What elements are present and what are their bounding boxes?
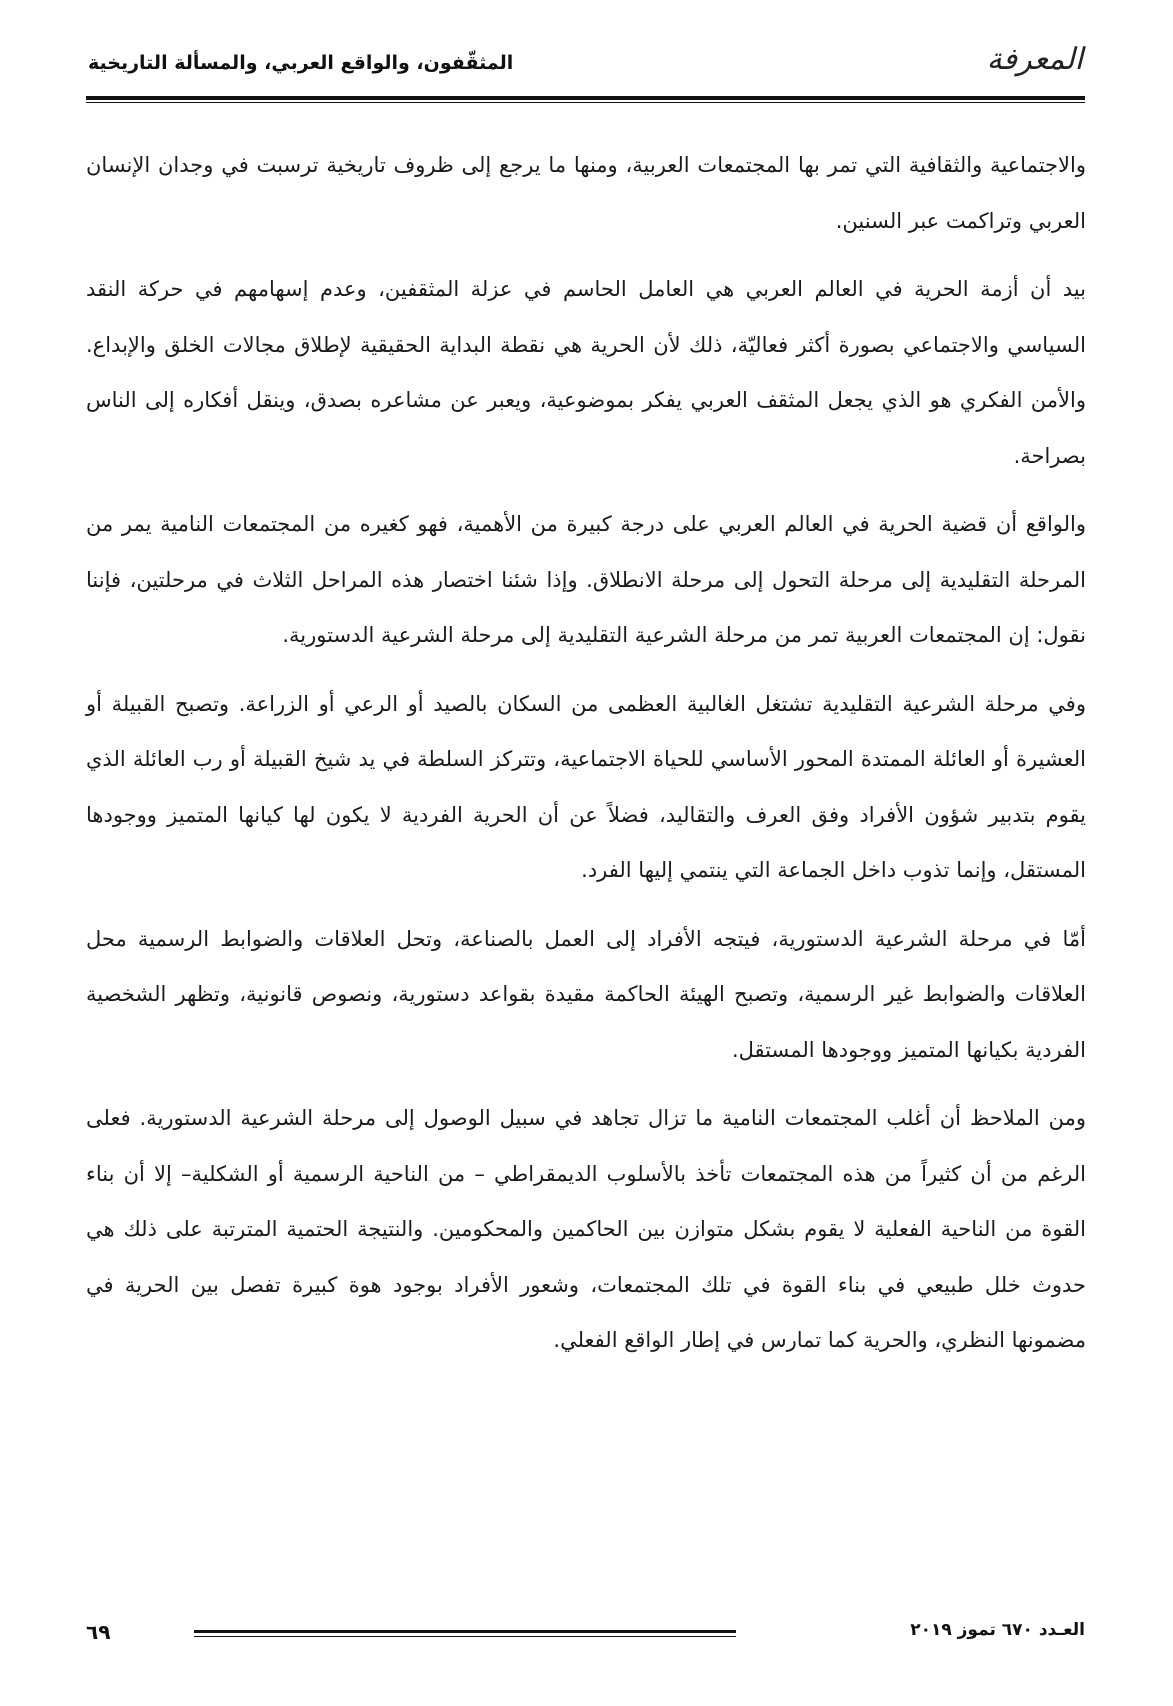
- page-number: ٦٩: [86, 1620, 111, 1644]
- issue-info: العـدد ٦٧٠ تموز ٢٠١٩: [910, 1620, 1085, 1640]
- page-header: [88, 40, 1083, 88]
- magazine-logo: المعرفة: [986, 42, 1083, 77]
- paragraph: والواقع أن قضية الحرية في العالم العربي على درجة كبيرة من الأهمية، فهو كغيره من المجتمعات النامية يمر من المرحلة التقليدية إلى مرحلة التحول إلى مرحلة الانطلاق. وإذا شئنا اختصار هذه المراحل الثلاث في مرحلتين، فإننا نقول: إن المجتمعات العربية تمر من مرحلة الشرعية التقليدية إلى مرحلة الشرعية الدستورية.: [86, 512, 1086, 647]
- header-rule-thin: [86, 102, 1085, 103]
- article-body: [86, 138, 1086, 1382]
- page-footer: [86, 1620, 1085, 1660]
- footer-rule-thick: [194, 1630, 736, 1633]
- running-title: المثقّفون، والواقع العربي، والمسألة التاريخية: [88, 52, 514, 74]
- paragraph: ومن الملاحظ أن أغلب المجتمعات النامية ما تزال تجاهد في سبيل الوصول إلى مرحلة الشرعية الدستورية. فعلى الرغم من أن كثيراً من هذه المجتمعات تأخذ بالأسلوب الديمقراطي – من الناحية الرسمية أو الشكلية– إلا أن بناء القوة من الناحية الفعلية لا يقوم بشكل متوازن بين الحاكمين والمحكومين. والنتيجة الحتمية المترتبة على ذلك هي حدوث خلل طبيعي في بناء القوة في تلك المجتمعات، وشعور الأفراد بوجود هوة كبيرة تفصل بين الحرية في مضمونها النظري، والحرية كما تمارس في إطار الواقع الفعلي.: [86, 1106, 1086, 1352]
- paragraph: أمّا في مرحلة الشرعية الدستورية، فيتجه الأفراد إلى العمل بالصناعة، وتحل العلاقات والضوابط الرسمية محل العلاقات والضوابط غير الرسمية، وتصبح الهيئة الحاكمة مقيدة بقواعد دستورية، ونصوص قانونية، وتظهر الشخصية الفردية بكيانها المتميز ووجودها المستقل.: [86, 926, 1086, 1062]
- paragraph: وفي مرحلة الشرعية التقليدية تشتغل الغالبية العظمى من السكان بالصيد أو الرعي أو الزراعة. وتصبح القبيلة أو العشيرة أو العائلة الممتدة المحور الأساسي للحياة الاجتماعية، وتتركز السلطة في يد شيخ القبيلة أو رب العائلة الذي يقوم بتدبير شؤون الأفراد وفق العرف والتقاليد، فضلاً عن أن الحرية الفردية لا يكون لها كيانها المتميز ووجودها المستقل، وإنما تذوب داخل الجماعة التي ينتمي إليها الفرد.: [86, 691, 1086, 882]
- header-rule-thick: [86, 96, 1085, 100]
- paragraph: بيد أن أزمة الحرية في العالم العربي هي العامل الحاسم في عزلة المثقفين، وعدم إسهامهم في حركة النقد السياسي والاجتماعي بصورة أكثر فعاليّة، ذلك لأن الحرية هي نقطة البداية الحقيقية لإطلاق مجالات الخلق والإبداع. والأمن الفكري هو الذي يجعل المثقف العربي يفكر بموضوعية، ويعبر عن مشاعره بصدق، وينقل أفكاره إلى الناس بصراحة.: [86, 277, 1086, 468]
- footer-rule-thin: [194, 1636, 736, 1637]
- paragraph: والاجتماعية والثقافية التي تمر بها المجتمعات العربية، ومنها ما يرجع إلى ظروف تاريخية ترسبت في وجدان الإنسان العربي وتراكمت عبر السنين.: [86, 153, 1086, 233]
